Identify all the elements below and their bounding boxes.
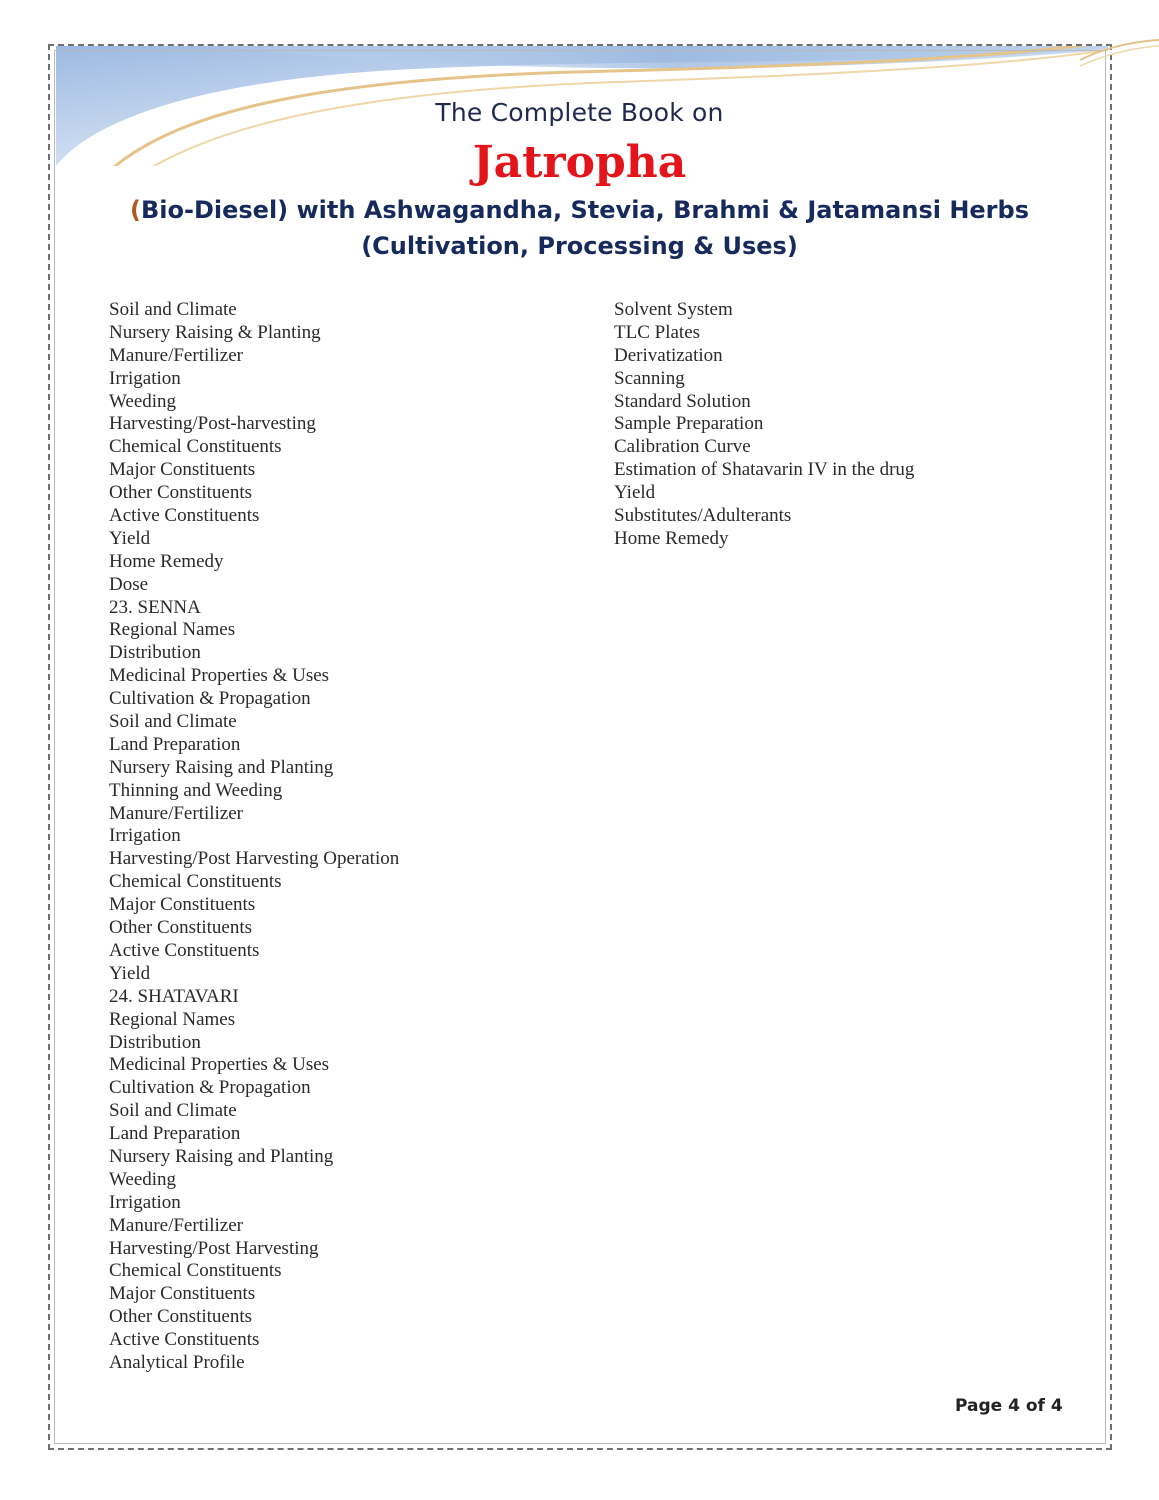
contents-entry: Standard Solution (614, 390, 751, 412)
contents-entry: Soil and Climate (109, 711, 237, 733)
contents-column-right (614, 299, 914, 551)
contents-entry: Major Constituents (109, 894, 256, 916)
contents-entry: Other Constituents (109, 482, 253, 504)
contents-entry: Soil and Climate (109, 299, 237, 320)
contents-entry: Manure/Fertilizer (109, 1214, 244, 1236)
contents-entry: Manure/Fertilizer (109, 344, 244, 366)
contents-entry: Cultivation & Propagation (109, 688, 311, 710)
contents-entry: Major Constituents (109, 1283, 256, 1305)
contents-entry: Substitutes/Adulterants (614, 505, 792, 527)
contents-entry: Nursery Raising and Planting (109, 756, 334, 778)
contents-entry: 23. SENNA (109, 596, 201, 618)
contents-entry: Regional Names (109, 619, 236, 641)
contents-entry: Distribution (109, 1031, 201, 1053)
contents-entry: Home Remedy (614, 527, 729, 549)
contents-entry: Harvesting/Post Harvesting (109, 1237, 319, 1259)
contents-entry: Regional Names (109, 1008, 236, 1030)
contents-entry: Other Constituents (109, 917, 253, 939)
contents-entry: Medicinal Properties & Uses (109, 1054, 330, 1076)
contents-entry: Nursery Raising and Planting (109, 1145, 334, 1167)
book-title: Jatropha (472, 137, 687, 188)
contents-entry: Yield (109, 527, 151, 549)
contents-entry: Weeding (109, 1168, 177, 1190)
contents-entry: Yield (109, 962, 151, 984)
contents-entry: Cultivation & Propagation (109, 1077, 311, 1099)
contents-entry: Chemical Constituents (109, 436, 282, 458)
contents-entry: Active Constituents (109, 939, 260, 961)
contents-entry: Chemical Constituents (109, 871, 282, 893)
contents-entry: Active Constituents (109, 1329, 260, 1351)
contents-entry: Harvesting/Post-harvesting (109, 413, 316, 435)
contents-entry: Derivatization (614, 344, 723, 366)
book-subtitle-line-1 (0, 192, 1159, 228)
contents-entry: Land Preparation (109, 1123, 241, 1145)
subtitle-line-1-text: Bio-Diesel) with Ashwagandha, Stevia, Brahmi & Jatamansi Herbs (140, 196, 1029, 224)
contents-entry: Thinning and Weeding (109, 779, 283, 801)
contents-column-left (109, 299, 399, 1375)
contents-entry: Weeding (109, 390, 177, 412)
contents-entry: Yield (614, 482, 656, 504)
contents-entry: Home Remedy (109, 550, 224, 572)
title-block (0, 96, 1159, 264)
contents-entry: Estimation of Shatavarin IV in the drug (614, 459, 915, 481)
contents-entry: Manure/Fertilizer (109, 802, 244, 824)
contents-entry: Solvent System (614, 299, 733, 320)
contents-entry: TLC Plates (614, 321, 701, 343)
contents-entry: Active Constituents (109, 505, 260, 527)
contents-entry: Soil and Climate (109, 1100, 237, 1122)
contents-entry: Irrigation (109, 825, 181, 847)
contents-entry: Scanning (614, 367, 685, 389)
contents-entry: Distribution (109, 642, 201, 664)
book-subtitle-line-2: (Cultivation, Processing & Uses) (361, 232, 798, 260)
book-pre-title: The Complete Book on (435, 98, 724, 127)
page-number: Page 4 of 4 (955, 1396, 1063, 1416)
contents-entry: Irrigation (109, 367, 181, 389)
contents-entry: Sample Preparation (614, 413, 764, 435)
contents-entry: Other Constituents (109, 1306, 253, 1328)
contents-entry: Chemical Constituents (109, 1260, 282, 1282)
contents-entry: Harvesting/Post Harvesting Operation (109, 848, 400, 870)
corner-swoosh-graphic (1080, 36, 1159, 76)
subtitle-open-paren: ( (130, 196, 141, 224)
contents-entry: Medicinal Properties & Uses (109, 665, 330, 687)
contents-entry: 24. SHATAVARI (109, 985, 239, 1007)
contents-entry: Calibration Curve (614, 436, 751, 458)
contents-entry: Dose (109, 573, 149, 595)
contents-entry: Analytical Profile (109, 1351, 245, 1373)
contents-entry: Nursery Raising & Planting (109, 321, 321, 343)
contents-entry: Land Preparation (109, 733, 241, 755)
contents-entry: Irrigation (109, 1191, 181, 1213)
contents-entry: Major Constituents (109, 459, 256, 481)
